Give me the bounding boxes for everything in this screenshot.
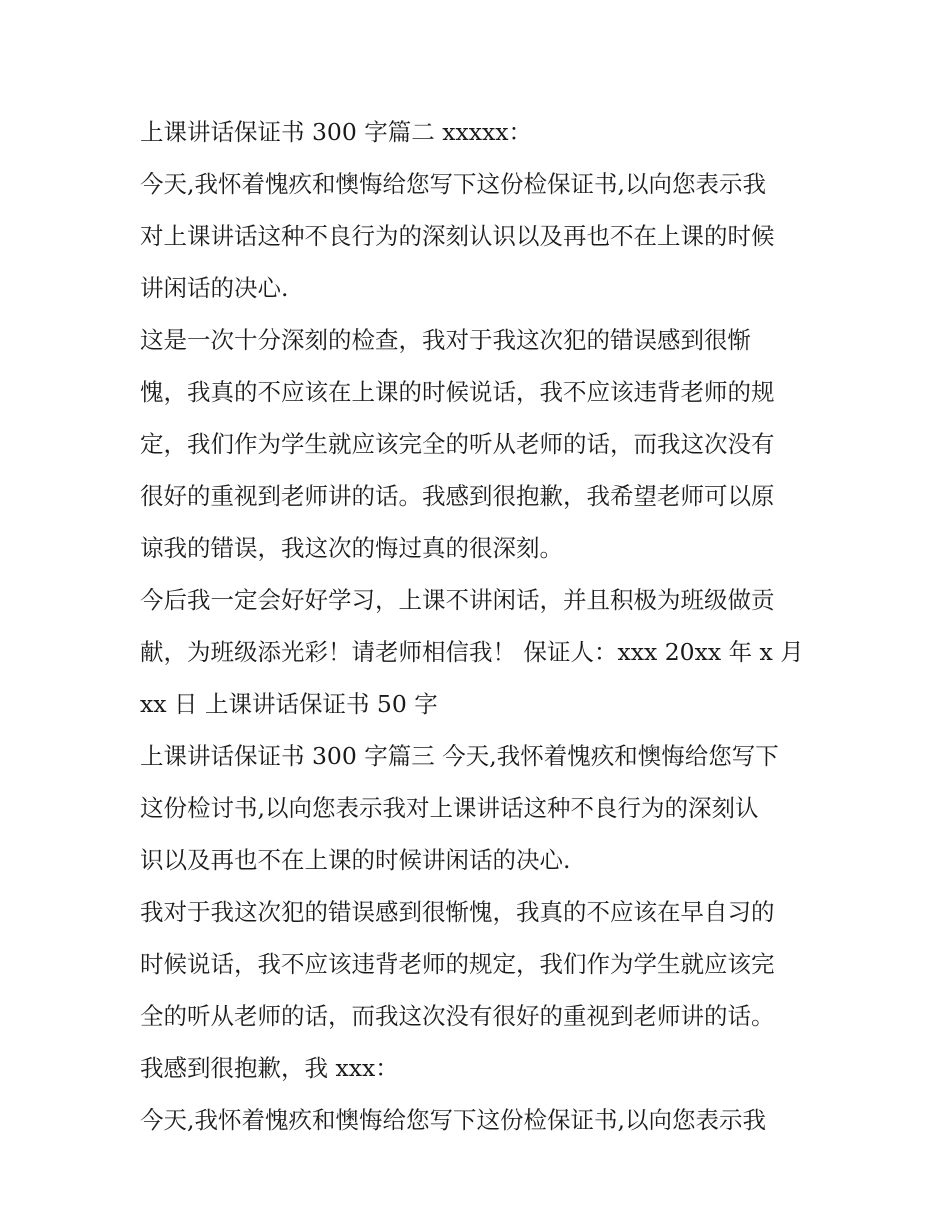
text-line: 时候说话，我不应该违背老师的规定，我们作为学生就应该完: [140, 950, 775, 978]
text-line: 这是一次十分深刻的检查，我对于我这次犯的错误感到很惭: [140, 326, 751, 354]
text-line: 今后我一定会好好学习，上课不讲闲话，并且积极为班级做贡: [140, 586, 775, 614]
text-line: 谅我的错误，我这次的悔过真的很深刻。: [140, 534, 563, 562]
text-line: 上课讲话保证书 300 字篇二 xxxxx：: [140, 118, 533, 146]
text-line: 全的听从老师的话，而我这次没有很好的重视到老师讲的话。: [140, 1002, 775, 1030]
text-line: 今天,我怀着愧疚和懊悔给您写下这份检保证书,以向您表示我: [140, 1106, 766, 1134]
text-line: 我感到很抱歉，我 xxx：: [140, 1054, 399, 1082]
text-line: 对上课讲话这种不良行为的深刻认识以及再也不在上课的时候: [140, 222, 775, 250]
text-line: 识以及再也不在上课的时候讲闲话的决心.: [140, 846, 571, 874]
text-line: 定，我们作为学生就应该完全的听从老师的话，而我这次没有: [140, 430, 775, 458]
text-line: xx 日 上课讲话保证书 50 字: [140, 690, 438, 718]
text-line: 这份检讨书,以向您表示我对上课讲话这种不良行为的深刻认: [140, 794, 759, 822]
text-line: 上课讲话保证书 300 字篇三 今天,我怀着愧疚和懊悔给您写下: [140, 742, 779, 770]
text-line: 讲闲话的决心.: [140, 274, 289, 302]
text-line: 我对于我这次犯的错误感到很惭愧，我真的不应该在早自习的: [140, 898, 775, 926]
document-body: [140, 106, 820, 1146]
text-line: 愧，我真的不应该在上课的时候说话，我不应该违背老师的规: [140, 378, 775, 406]
text-line: 献，为班级添光彩！请老师相信我！ 保证人：xxx 20xx 年 x 月: [140, 638, 804, 666]
text-line: 今天,我怀着愧疚和懊悔给您写下这份检保证书,以向您表示我: [140, 170, 766, 198]
text-line: 很好的重视到老师讲的话。我感到很抱歉，我希望老师可以原: [140, 482, 775, 510]
